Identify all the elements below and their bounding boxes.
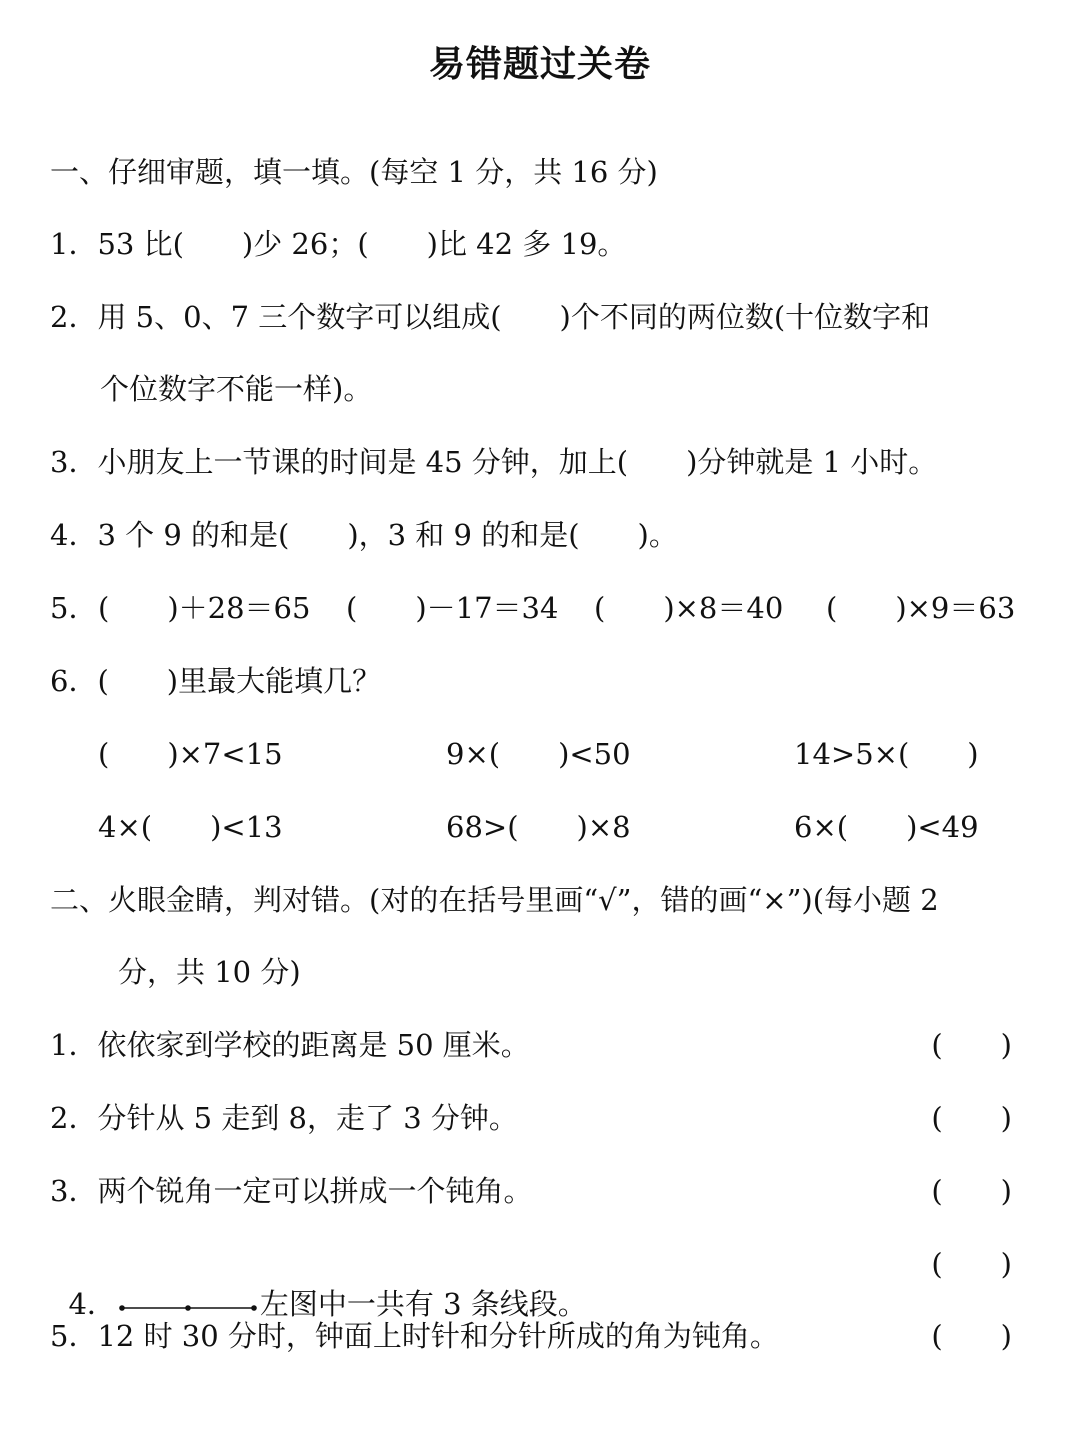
answer-blank: ( ) xyxy=(931,1174,1012,1208)
judge-item-4-label: 4． xyxy=(68,1287,116,1321)
section2-heading-line2: 分，共 10 分) xyxy=(118,955,301,989)
page-title: 易错题过关卷 xyxy=(428,44,651,85)
judge-item-4-text: 左图中一共有 3 条线段。 xyxy=(259,1287,587,1321)
section2-heading-line1: 二、火眼金睛，判对错。(对的在括号里画“√”，错的画“×”)(每小题 2 xyxy=(50,883,939,917)
answer-blank: ( ) xyxy=(931,1101,1012,1135)
question-5-label: 5． xyxy=(50,591,98,625)
question-4: 4．3 个 9 的和是( )，3 和 9 的和是( )。 xyxy=(50,518,678,552)
question-5-item: ( )＋28＝65 xyxy=(98,591,311,625)
question-6: 6．( )里最大能填几？ xyxy=(50,664,382,698)
question-6-item: 6×( )<49 xyxy=(794,810,979,844)
question-3: 3．小朋友上一节课的时间是 45 分钟，加上( )分钟就是 1 小时。 xyxy=(50,445,938,479)
judge-item-1: 1．依依家到学校的距离是 50 厘米。 xyxy=(50,1028,530,1062)
question-2-line1: 2．用 5、0、7 三个数字可以组成( )个不同的两位数(十位数字和 xyxy=(50,300,931,334)
question-6-item: 14>5×( ) xyxy=(794,737,979,771)
answer-blank: ( ) xyxy=(931,1028,1012,1062)
question-2-line2: 个位数字不能一样)。 xyxy=(100,372,373,406)
answer-blank: ( ) xyxy=(931,1319,1012,1353)
question-1: 1．53 比( )少 26；( )比 42 多 19。 xyxy=(50,227,627,261)
question-5-item: ( )×8＝40 xyxy=(594,591,784,625)
judge-item-2: 2．分针从 5 走到 8，走了 3 分钟。 xyxy=(50,1101,518,1135)
question-6-item: 9×( )<50 xyxy=(446,737,631,771)
judge-item-3: 3．两个锐角一定可以拼成一个钝角。 xyxy=(50,1174,533,1208)
judge-item-5: 5．12 时 30 分时，钟面上时针和分针所成的角为钝角。 xyxy=(50,1319,779,1353)
judge-item-4 xyxy=(50,1244,587,1324)
question-6-item: ( )×7<15 xyxy=(98,737,283,771)
line-segment-figure xyxy=(118,1296,258,1316)
question-5-item: ( )×9＝63 xyxy=(826,591,1016,625)
question-5-item: ( )－17＝34 xyxy=(346,591,559,625)
question-6-item: 68>( )×8 xyxy=(446,810,631,844)
question-6-item: 4×( )<13 xyxy=(98,810,283,844)
section1-heading: 一、仔细审题，填一填。(每空 1 分，共 16 分) xyxy=(50,155,658,189)
answer-blank: ( ) xyxy=(931,1247,1012,1281)
